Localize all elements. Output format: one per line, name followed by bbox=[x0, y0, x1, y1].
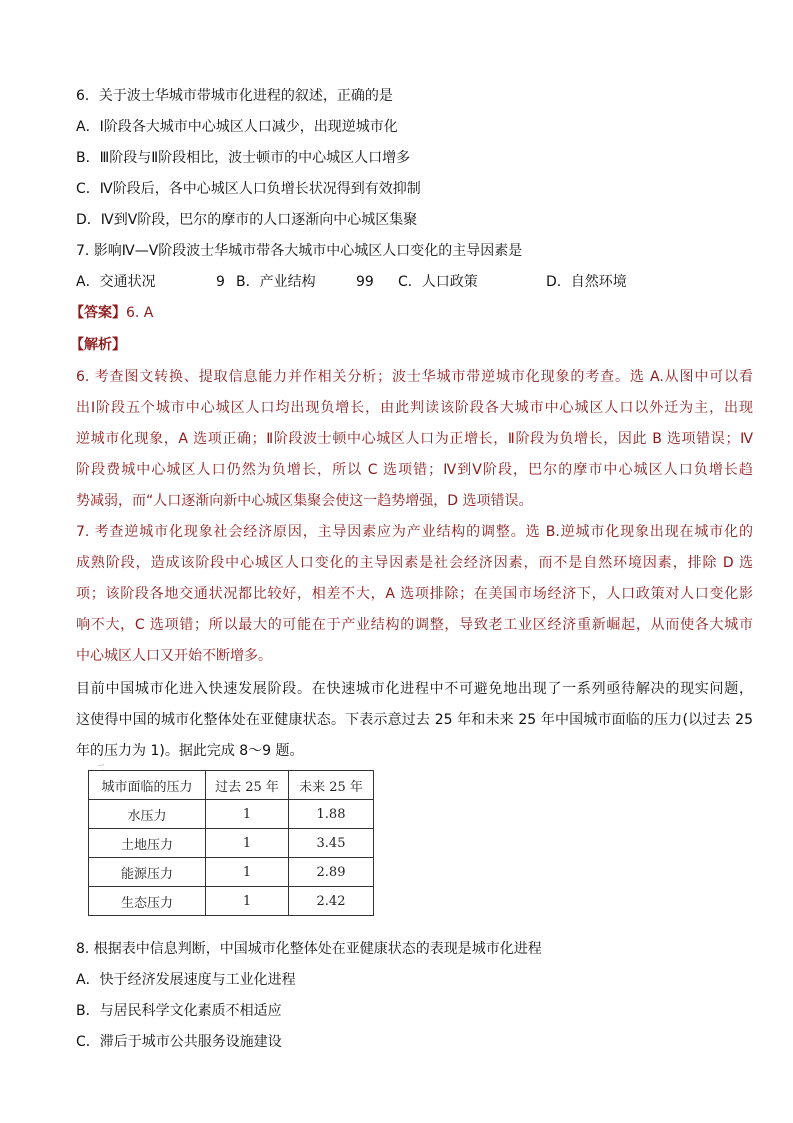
q6-option-c: C．Ⅳ阶段后，各中心城区人口负增长状况得到有效抑制 bbox=[76, 181, 421, 197]
answer-label: 【答案】 bbox=[70, 305, 126, 321]
q7-stem: 7. 影响Ⅳ—Ⅴ阶段波士华城市带各大城市中心城区人口变化的主导因素是 bbox=[76, 243, 523, 259]
table-cell: 3.45 bbox=[289, 829, 374, 858]
answer-line bbox=[70, 303, 753, 323]
analysis-line: 逆城市化现象，A 选项正确；Ⅱ阶段波士顿中心城区人口为正增长，Ⅱ阶段为负增长，因此 B 选项错误；Ⅳ bbox=[76, 431, 753, 447]
q7-option-c: C．人口政策 bbox=[398, 274, 478, 290]
passage-line: 目前中国城市化进入快速发展阶段。在快速城市化进程中不可避免地出现了一系列亟待解决的现实问题， bbox=[76, 681, 753, 697]
analysis-line: 响不大，C 选项错；所以最大的可能在于产业结构的调整，导致老工业区经济重新崛起，从而使各大城市 bbox=[76, 617, 753, 633]
table-cell: 水压力 bbox=[89, 800, 206, 829]
q6-stem: 6．关于波士华城市带城市化进程的叙述，正确的是 bbox=[76, 88, 393, 104]
analysis-line: 7. 考查逆城市化现象社会经济原因，主导因素应为产业结构的调整。选 B.逆城市化现象出现在城市化的 bbox=[76, 524, 753, 540]
passage-line: 这使得中国的城市化整体处在亚健康状态。下表示意过去 25 年和未来 25 年中国城市面临的压力(以过去 25 bbox=[76, 712, 753, 728]
analysis-line: 势减弱，而“人口逐渐向新中心城区集聚会使这一趋势增强，D 选项错误。 bbox=[76, 493, 533, 509]
q8-option-b: B．与居民科学文化素质不相适应 bbox=[76, 1003, 282, 1019]
q7-stray-b: 99 bbox=[356, 274, 374, 290]
q6-option-d: D．Ⅳ到Ⅴ阶段，巴尔的摩市的人口逐渐向中心城区集聚 bbox=[76, 212, 418, 228]
analysis-label: 【解析】 bbox=[70, 337, 126, 353]
q6-option-b: B．Ⅲ阶段与Ⅱ阶段相比，波士顿市的中心城区人口增多 bbox=[76, 150, 411, 166]
table-cell: 1 bbox=[206, 858, 289, 887]
analysis-line: 成熟阶段，造成该阶段中心城区人口变化的主导因素是社会经济因素，而不是自然环境因素，排除 D 选 bbox=[76, 555, 753, 571]
analysis-line: 项；该阶段各地交通状况都比较好，相差不大，A 选项排除；在美国市场经济下，人口政策对人口变化影 bbox=[76, 586, 753, 602]
table-cell: 1 bbox=[206, 800, 289, 829]
table-cell: 生态压力 bbox=[89, 887, 206, 916]
table-header: 过去 25 年 bbox=[206, 771, 289, 800]
table-row bbox=[89, 800, 374, 829]
q7-option-a: A．交通状况 bbox=[76, 274, 156, 290]
table-cell: 土地压力 bbox=[89, 829, 206, 858]
table-mark: 二 bbox=[96, 764, 106, 774]
analysis-line: 阶段费城中心城区人口仍然为负增长，所以 C 选项错；Ⅳ到Ⅴ阶段，巴尔的摩市中心城区人口负增长趋 bbox=[76, 462, 753, 478]
table-row bbox=[89, 887, 374, 916]
q8-option-a: A．快于经济发展速度与工业化进程 bbox=[76, 972, 296, 988]
q7-stray-a: 9 bbox=[216, 274, 225, 290]
table-row bbox=[89, 829, 374, 858]
answer-value: 6. A bbox=[126, 305, 154, 321]
table-cell: 1 bbox=[206, 887, 289, 916]
analysis-line: 6. 考查图文转换、提取信息能力并作相关分析；波士华城市带逆城市化现象的考查。选 A.从图中可以看 bbox=[76, 369, 753, 385]
table-cell: 1.88 bbox=[289, 800, 374, 829]
table-cell: 2.42 bbox=[289, 887, 374, 916]
q8-stem: 8. 根据表中信息判断，中国城市化整体处在亚健康状态的表现是城市化进程 bbox=[76, 941, 542, 957]
analysis-line: 中心城区人口又开始不断增多。 bbox=[76, 648, 272, 664]
pressure-table bbox=[88, 770, 374, 916]
table-header-row bbox=[89, 771, 374, 800]
table-header: 城市面临的压力 bbox=[89, 771, 206, 800]
passage-line: 年的压力为 1)。据此完成 8～9 题。 bbox=[76, 743, 304, 759]
table-cell: 2.89 bbox=[289, 858, 374, 887]
q6-option-a: A．Ⅰ阶段各大城市中心城区人口减少，出现逆城市化 bbox=[76, 119, 398, 135]
table-row bbox=[89, 858, 374, 887]
table-cell: 能源压力 bbox=[89, 858, 206, 887]
table-cell: 1 bbox=[206, 829, 289, 858]
analysis-line: 出Ⅰ阶段五个城市中心城区人口均出现负增长，由此判读该阶段各大城市中心城区人口以外迁为主，出现 bbox=[76, 400, 753, 416]
q8-option-c: C．滞后于城市公共服务设施建设 bbox=[76, 1034, 282, 1050]
table-header: 未来 25 年 bbox=[289, 771, 374, 800]
q7-option-d: D．自然环境 bbox=[546, 274, 627, 290]
q7-option-b: B．产业结构 bbox=[236, 274, 316, 290]
